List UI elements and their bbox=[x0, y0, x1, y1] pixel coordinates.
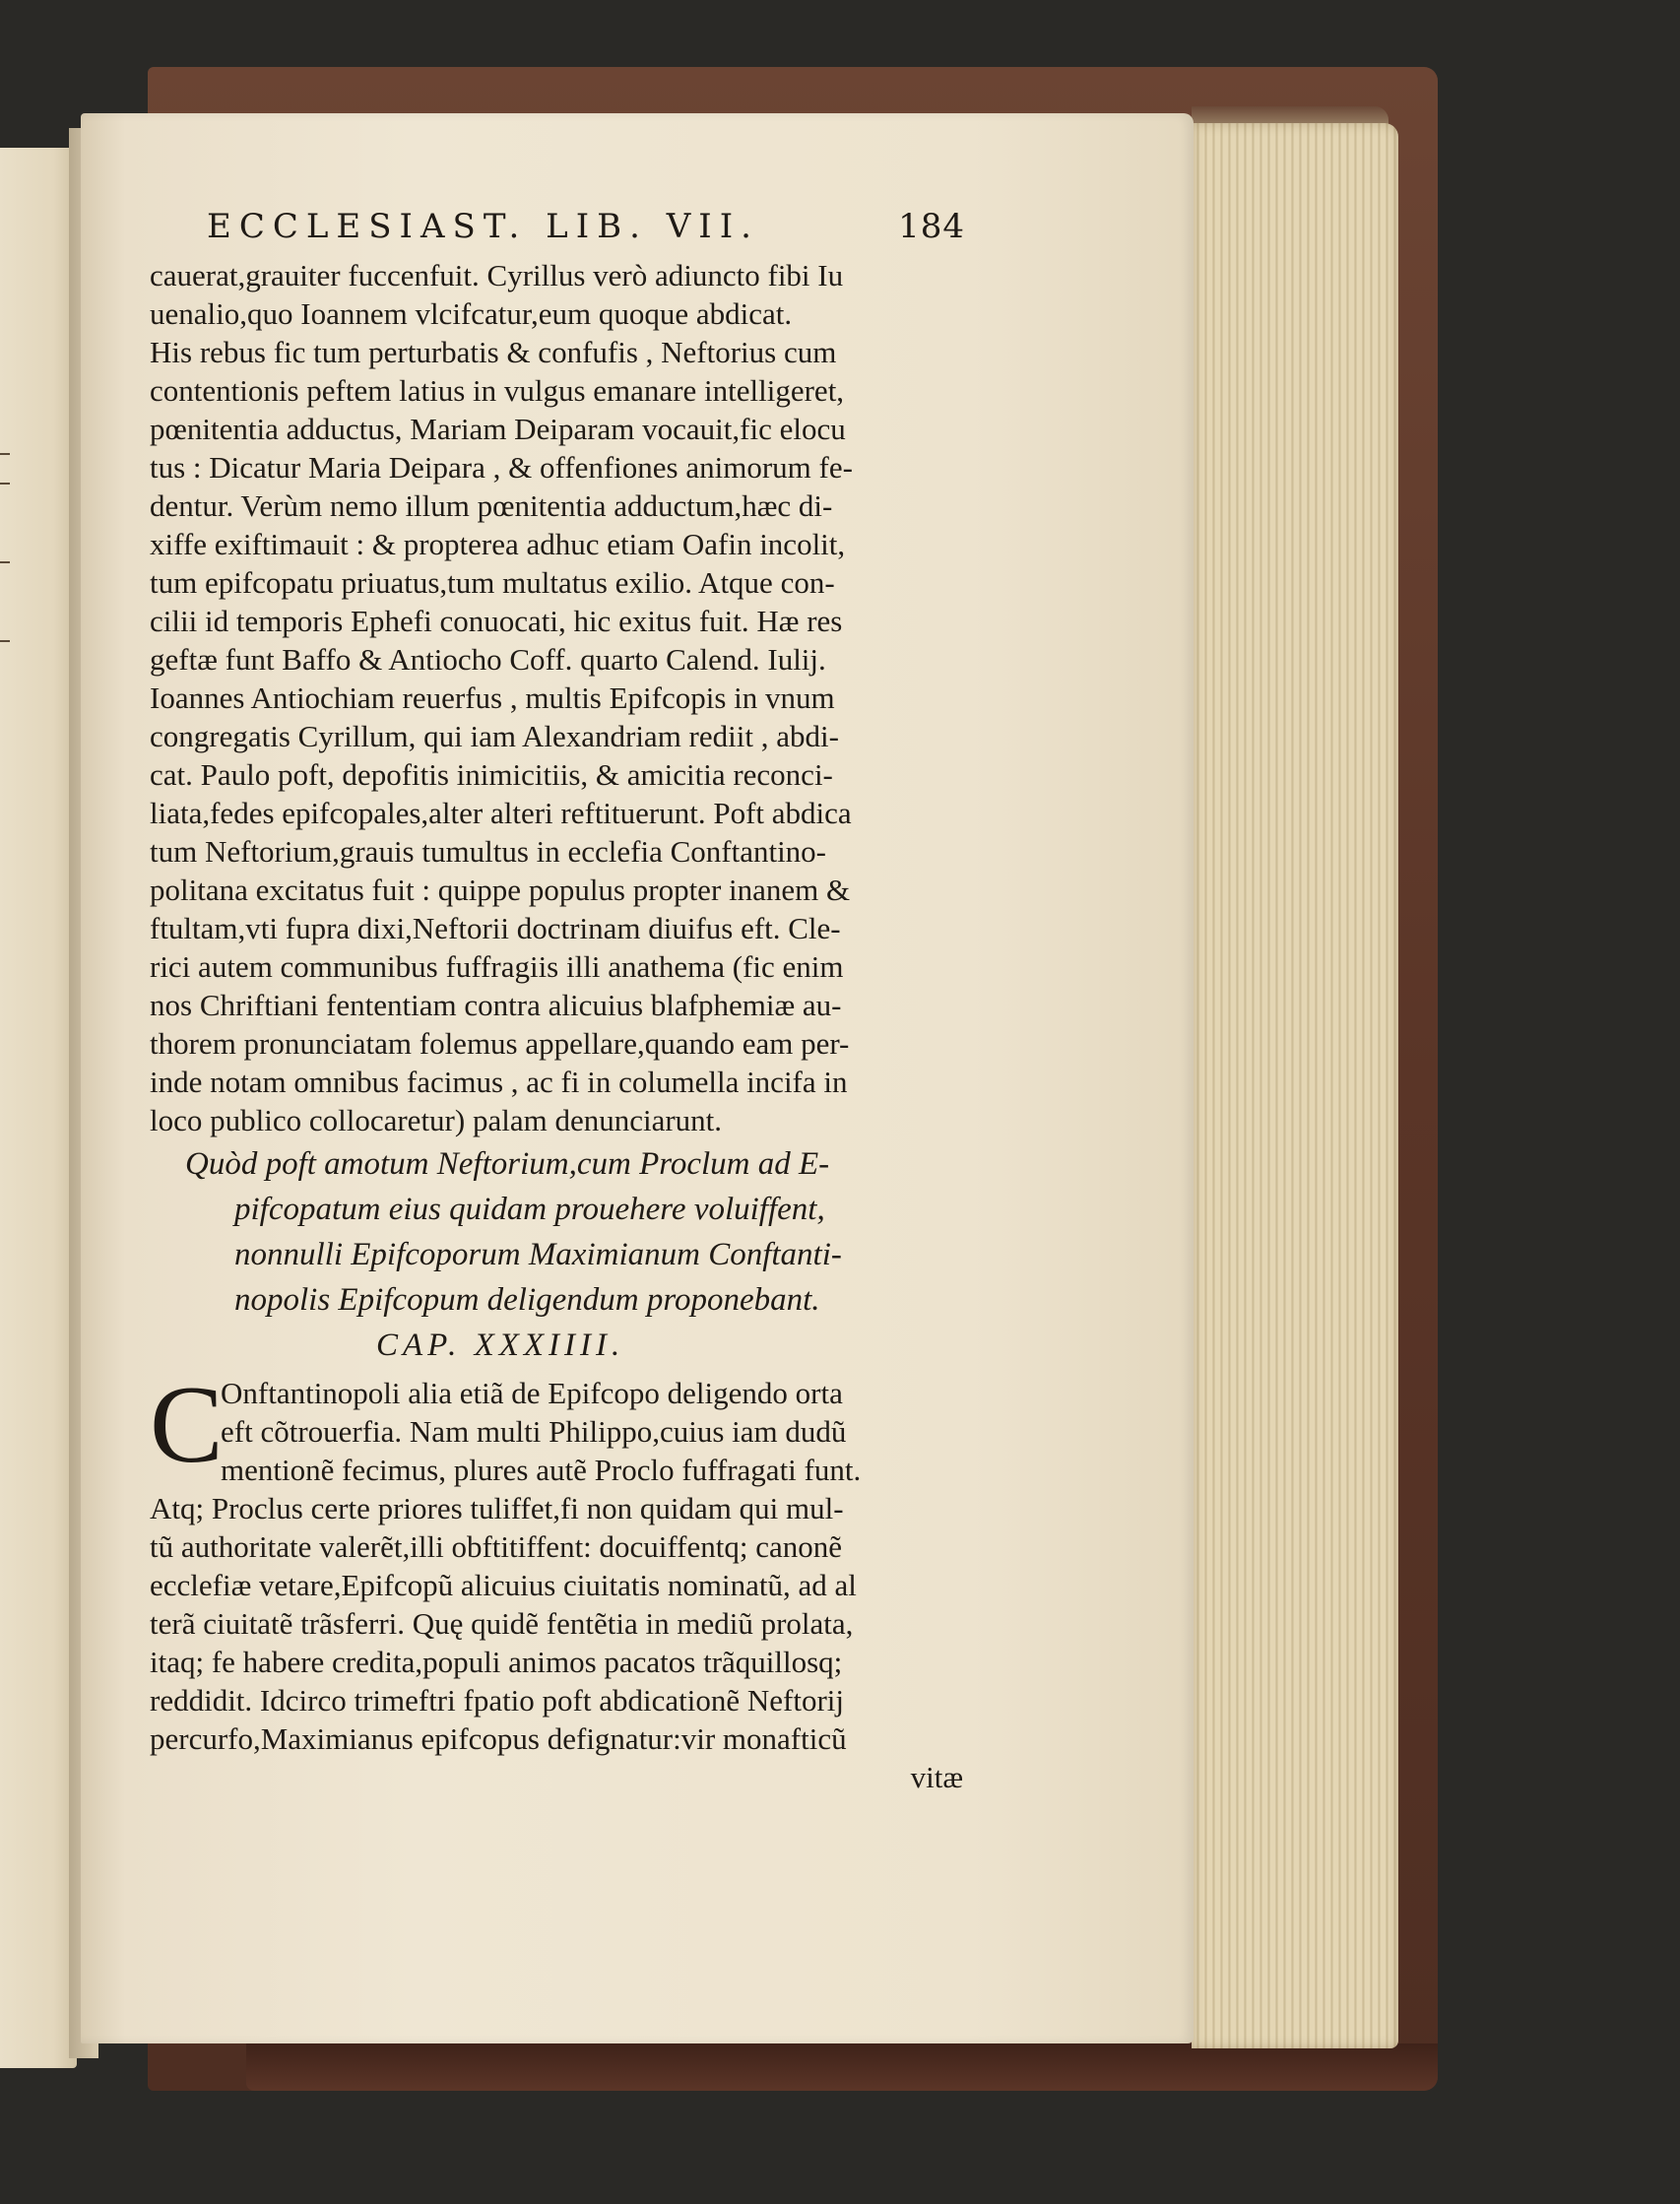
margin-mark bbox=[0, 483, 10, 485]
text-line: ftultam,vti fupra dixi,Neftorii doctrinam diuifus eft. Cle- bbox=[150, 911, 841, 945]
chapter-paragraph bbox=[150, 1364, 967, 1796]
text-line: rici autem communibus fuffragiis illi anathema (fic enim bbox=[150, 949, 844, 984]
heading-line: nopolis Epifcopum deligendum proponebant. bbox=[234, 1282, 820, 1318]
text-line: thorem pronunciatam folemus appellare,quando eam per- bbox=[150, 1026, 850, 1061]
text-line: geftæ funt Baffo & Antiocho Coff. quarto Calend. Iulij. bbox=[150, 642, 826, 677]
heading-line: pifcopatum eius quidam prouehere voluiffent, bbox=[234, 1192, 825, 1227]
text-line: eft cõtrouerfia. Nam multi Philippo,cuius iam dudũ bbox=[221, 1414, 847, 1449]
previous-page-edge bbox=[0, 148, 77, 2068]
text-line: Ioannes Antiochiam reuerfus , multis Epifcopis in vnum bbox=[150, 681, 835, 715]
text-line: pœnitentia adductus, Mariam Deiparam vocauit,fic elocu bbox=[150, 412, 846, 446]
text-line: loco publico collocaretur) palam denunciarunt. bbox=[150, 1103, 723, 1137]
text-line: terã ciuitatẽ trãsferri. Quę quidẽ fentẽtia in mediũ prolata, bbox=[150, 1606, 854, 1641]
text-line: Onftantinopoli alia etiã de Epifcopo deligendo orta bbox=[221, 1376, 843, 1410]
text-line: dentur. Verùm nemo illum pœnitentia adductum,hæc di- bbox=[150, 488, 833, 523]
body-paragraph bbox=[150, 256, 967, 1139]
drop-cap: C bbox=[150, 1364, 224, 1486]
text-line: ecclefiæ vetare,Epifcopũ alicuius ciuitatis nominatũ, ad al bbox=[150, 1568, 857, 1602]
running-title: ECCLESIAST. LIB. VII. bbox=[207, 207, 759, 246]
text-line: liata,fedes epifcopales,alter alteri reftituerunt. Poft abdica bbox=[150, 796, 852, 830]
text-line: reddidit. Idcirco trimeftri fpatio poft abdicationẽ Neftorij bbox=[150, 1683, 844, 1718]
page-number: 184 bbox=[898, 207, 965, 246]
text-line: nos Chriftiani fententiam contra alicuius blafphemiæ au- bbox=[150, 988, 842, 1022]
text-line: congregatis Cyrillum, qui iam Alexandriam rediit , abdi- bbox=[150, 719, 839, 753]
text-line: xiffe exiftimauit : & propterea adhuc etiam Oafin incolit, bbox=[150, 527, 846, 561]
margin-mark bbox=[0, 453, 10, 455]
margin-mark bbox=[0, 561, 10, 563]
heading-line: nonnulli Epifcoporum Maximianum Conftanti- bbox=[234, 1237, 842, 1272]
book-cover-bottom bbox=[246, 2043, 1438, 2091]
text-line: Atq; Proclus certe priores tuliffet,fi non quidam qui mul- bbox=[150, 1491, 844, 1525]
text-line: His rebus fic tum perturbatis & confufis , Neftorius cum bbox=[150, 335, 837, 369]
chapter-heading bbox=[150, 1141, 967, 1368]
text-line: contentionis peftem latius in vulgus emanare intelligeret, bbox=[150, 373, 845, 408]
page-stack-fore-edge bbox=[1192, 123, 1398, 2048]
page-text bbox=[150, 207, 967, 1796]
text-line: percurfo,Maximianus epifcopus defignatur:vir monafticũ bbox=[150, 1721, 847, 1756]
text-line: uenalio,quo Ioannem vlcifcatur,eum quoque abdicat. bbox=[150, 296, 793, 331]
text-line: inde notam omnibus facimus , ac fi in columella incifa in bbox=[150, 1065, 848, 1099]
margin-mark bbox=[0, 640, 10, 642]
running-header bbox=[207, 207, 965, 252]
text-line: politana excitatus fuit : quippe populus propter inanem & bbox=[150, 873, 851, 907]
text-line: tum Neftorium,grauis tumultus in ecclefia Conftantino- bbox=[150, 834, 827, 869]
text-line: cauerat,grauiter fuccenfuit. Cyrillus verò adiuncto fibi Iu bbox=[150, 258, 844, 292]
catchword: vitæ bbox=[910, 1760, 963, 1794]
text-line: itaq; fe habere credita,populi animos pacatos trãquillosq; bbox=[150, 1645, 843, 1679]
text-line: tum epifcopatu priuatus,tum multatus exilio. Atque con- bbox=[150, 565, 835, 600]
text-line: cat. Paulo poft, depofitis inimicitiis, & amicitia reconci- bbox=[150, 757, 833, 792]
text-line: mentionẽ fecimus, plures autẽ Proclo fuffragati funt. bbox=[221, 1453, 862, 1487]
text-line: tus : Dicatur Maria Deipara , & offenfiones animorum fe- bbox=[150, 450, 853, 485]
text-line: tũ authoritate valerẽt,illi obftitiffent: docuiffentq; canonẽ bbox=[150, 1529, 843, 1564]
text-line: cilii id temporis Ephefi conuocati, hic exitus fuit. Hæ res bbox=[150, 604, 843, 638]
chapter-label: CAP. XXXIIII. bbox=[376, 1328, 625, 1363]
heading-line: Quòd poft amotum Neftorium,cum Proclum ad E- bbox=[185, 1146, 830, 1182]
